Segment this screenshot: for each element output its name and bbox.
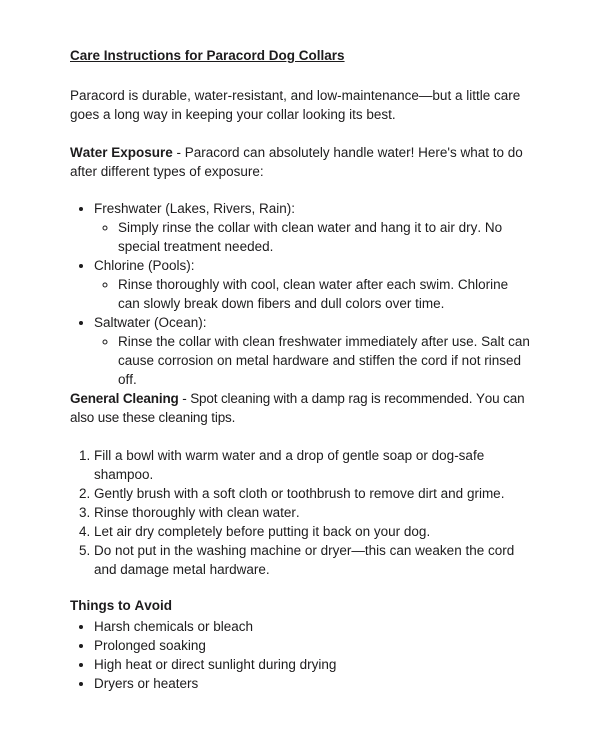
freshwater-label: Freshwater (Lakes, Rivers, Rain): xyxy=(94,201,296,216)
intro-paragraph: Paracord is durable, water-resistant, and low-maintenance—but a little care goes a long way in keeping your collar looking its best. xyxy=(70,88,521,122)
chlorine-detail: ◦ Rinse thoroughly with cool, clean water after each swim. Chlorine can slowly break down fibers and dull colors over time. xyxy=(118,275,532,313)
cleaning-step: 5. Do not put in the washing machine or dryer—this can weaken the cord and damage metal hardware. xyxy=(94,541,532,579)
saltwater-sublist xyxy=(94,332,532,389)
chlorine-sublist xyxy=(94,275,532,313)
things-to-avoid-heading: Things to Avoid xyxy=(70,598,172,613)
saltwater-detail: ◦ Rinse the collar with clean freshwater immediately after use. Salt can cause corrosion on metal hardware and stiffen the cord if not rinsed off. xyxy=(118,332,532,389)
chlorine-label: Chlorine (Pools): xyxy=(94,258,195,273)
freshwater-detail: ◦ Simply rinse the collar with clean water and hang it to air dry. No special treatment needed. xyxy=(118,218,532,256)
general-cleaning-text: - Spot cleaning with a damp rag is recommended. You can also use these cleaning tips. xyxy=(70,391,525,425)
cleaning-step: 2. Gently brush with a soft cloth or toothbrush to remove dirt and grime. xyxy=(94,484,532,503)
water-exposure-list xyxy=(70,199,532,389)
avoid-item: • Dryers or heaters xyxy=(94,674,532,693)
list-item-saltwater xyxy=(94,313,532,389)
general-cleaning-heading: General Cleaning xyxy=(70,391,179,406)
cleaning-step: 4. Let air dry completely before putting it back on your dog. xyxy=(94,522,532,541)
water-exposure-text: - Paracord can absolutely handle water! Here's what to do after different types of exposure: xyxy=(70,145,523,179)
avoid-item: • Prolonged soaking xyxy=(94,636,532,655)
general-cleaning-paragraph xyxy=(70,389,532,427)
page-title: Care Instructions for Paracord Dog Collars xyxy=(70,48,345,63)
freshwater-sublist xyxy=(94,218,532,256)
cleaning-step: 3. Rinse thoroughly with clean water. xyxy=(94,503,532,522)
saltwater-label: Saltwater (Ocean): xyxy=(94,315,207,330)
list-item-chlorine xyxy=(94,256,532,313)
cleaning-step: 1. Fill a bowl with warm water and a drop of gentle soap or dog-safe shampoo. xyxy=(94,446,532,484)
avoid-item: • Harsh chemicals or bleach xyxy=(94,617,532,636)
avoid-item: • High heat or direct sunlight during drying xyxy=(94,655,532,674)
water-exposure-heading: Water Exposure xyxy=(70,145,173,160)
things-to-avoid-list xyxy=(70,617,532,693)
cleaning-steps-list xyxy=(70,446,532,579)
water-exposure-paragraph xyxy=(70,143,532,181)
list-item-freshwater xyxy=(94,199,532,256)
